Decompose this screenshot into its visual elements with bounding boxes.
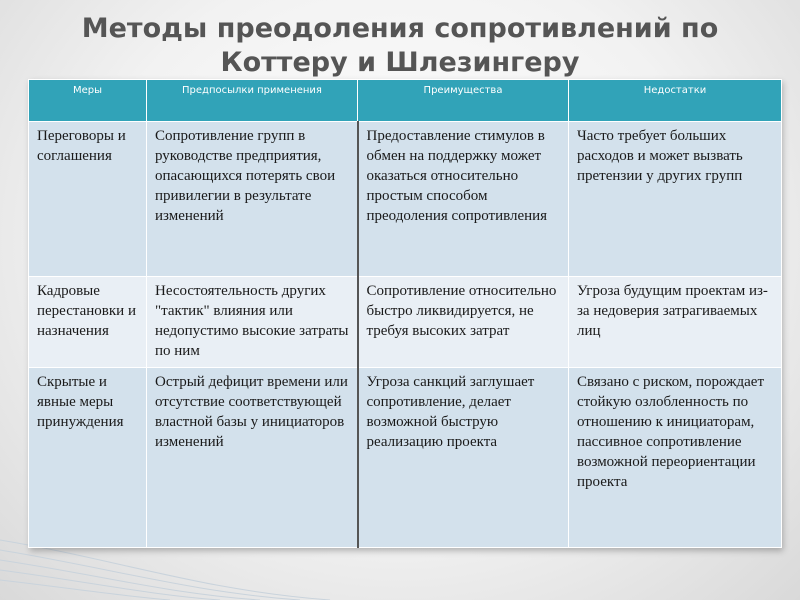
header-preconditions: Предпосылки применения <box>147 80 358 122</box>
title-line-2: Коттеру и Шлезингеру <box>220 47 580 78</box>
cell-measure: Переговоры и соглашения <box>29 122 147 277</box>
cell-disadvantages: Угроза будущим проектам из-за недоверия затрагиваемых лиц <box>569 277 782 368</box>
cell-advantages: Сопротивление относительно быстро ликвидируется, не требуя высоких затрат <box>358 277 569 368</box>
table-row <box>29 122 782 277</box>
header-measures: Меры <box>29 80 147 122</box>
cell-advantages: Предоставление стимулов в обмен на поддержку может оказаться относительно простым способом преодоления сопротивления <box>358 122 569 277</box>
header-advantages: Преимущества <box>358 80 569 122</box>
cell-advantages: Угроза санкций заглушает сопротивление, делает возможной быструю реализацию проекта <box>358 368 569 548</box>
cell-preconditions: Острый дефицит времени или отсутствие соответствующей властной базы у инициаторов изменений <box>147 368 358 548</box>
cell-disadvantages: Часто требует больших расходов и может вызвать претензии у других групп <box>569 122 782 277</box>
cell-measure: Скрытые и явные меры принуждения <box>29 368 147 548</box>
table-row <box>29 277 782 368</box>
table-header-row <box>29 80 782 122</box>
cell-preconditions: Несостоятельность других "тактик" влияния или недопустимо высокие затраты по ним <box>147 277 358 368</box>
cell-preconditions: Сопротивление групп в руководстве предприятия, опасающихся потерять свои привилегии в результате изменений <box>147 122 358 277</box>
methods-table-container <box>28 79 781 548</box>
header-disadvantages: Недостатки <box>569 80 782 122</box>
cell-measure: Кадровые перестановки и назначения <box>29 277 147 368</box>
slide-title <box>0 12 800 80</box>
cell-disadvantages: Связано с риском, порождает стойкую озлобленность по отношению к инициаторам, пассивное сопротивление возможной переориентации проекта <box>569 368 782 548</box>
table-row <box>29 368 782 548</box>
title-line-1: Методы преодоления сопротивлений по <box>81 13 719 44</box>
methods-table <box>28 79 782 548</box>
